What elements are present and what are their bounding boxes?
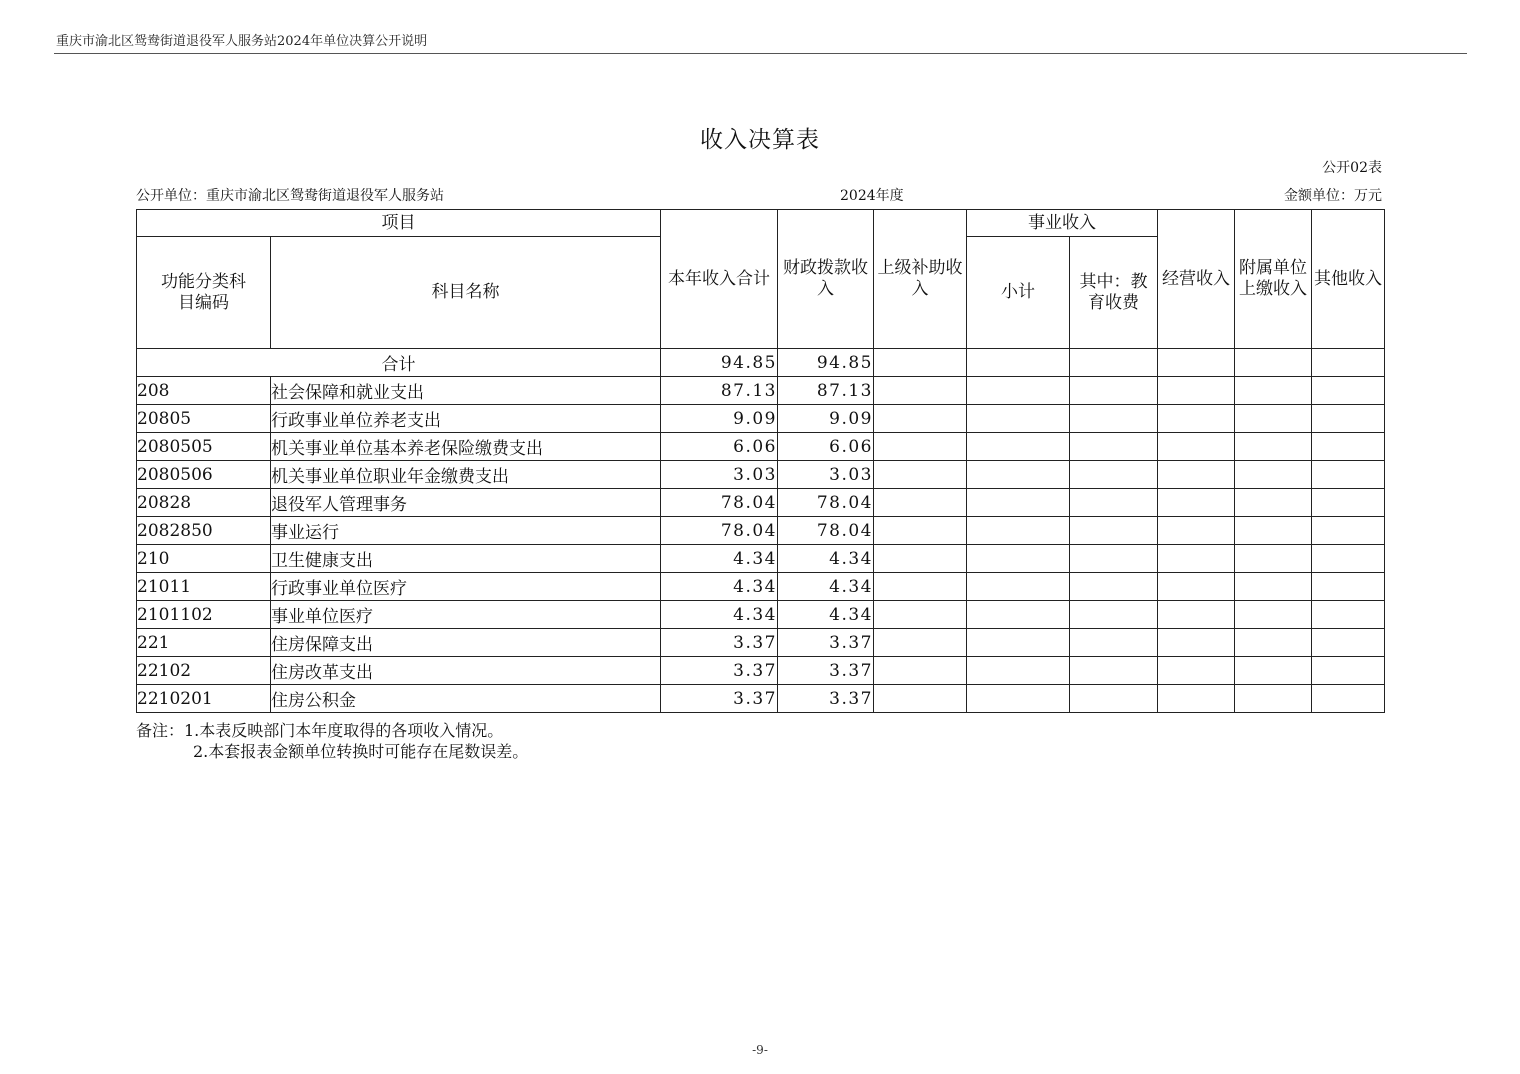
fiscal-appropriation-cell: 6.06 [778,433,874,461]
fiscal-appropriation-cell: 78.04 [778,517,874,545]
empty-cell [967,601,1070,629]
header-education-fee: 其中：教育收费 [1070,237,1158,349]
empty-cell [874,405,967,433]
empty-cell [1312,545,1385,573]
empty-cell [1070,545,1158,573]
empty-cell [1312,601,1385,629]
empty-cell [967,517,1070,545]
empty-cell [1312,461,1385,489]
empty-cell [874,685,967,713]
empty-cell [874,461,967,489]
empty-cell [874,545,967,573]
header-business-subtotal: 小计 [967,237,1070,349]
empty-cell [874,433,967,461]
function-code-cell: 208 [137,377,271,405]
empty-cell [967,377,1070,405]
header-business-income: 事业收入 [967,210,1158,237]
function-code-cell: 2080505 [137,433,271,461]
total-label: 合计 [137,349,661,377]
fiscal-appropriation-cell: 78.04 [778,489,874,517]
empty-cell [1312,685,1385,713]
fiscal-appropriation-cell: 4.34 [778,601,874,629]
empty-cell [967,461,1070,489]
empty-cell [1158,601,1235,629]
empty-cell [1235,601,1312,629]
empty-cell [1312,489,1385,517]
empty-cell [1158,349,1235,377]
table-row [137,377,1385,405]
header-function-code: 功能分类科目编码 [137,237,271,349]
empty-cell [1235,461,1312,489]
empty-cell [1070,629,1158,657]
header-operating-income: 经营收入 [1158,210,1235,349]
function-code-cell: 2080506 [137,461,271,489]
empty-cell [1158,629,1235,657]
subject-name-cell: 卫生健康支出 [271,545,661,573]
table-row [137,685,1385,713]
empty-cell [1158,573,1235,601]
total-income-cell: 4.34 [661,601,778,629]
table-notes [136,720,528,762]
empty-cell [1235,545,1312,573]
empty-cell [1070,573,1158,601]
subject-name-cell: 机关事业单位基本养老保险缴费支出 [271,433,661,461]
empty-cell [1158,685,1235,713]
empty-cell [1070,517,1158,545]
subject-name-cell: 机关事业单位职业年金缴费支出 [271,461,661,489]
empty-cell [1312,573,1385,601]
empty-cell [1158,489,1235,517]
total-income-cell: 4.34 [661,573,778,601]
header-divider [54,53,1467,54]
function-code-cell: 20828 [137,489,271,517]
empty-cell [1070,601,1158,629]
total-income-value: 94.85 [661,349,778,377]
total-income-cell: 3.03 [661,461,778,489]
empty-cell [874,377,967,405]
empty-cell [1312,433,1385,461]
header-fiscal-appropriation: 财政拨款收入 [778,210,874,349]
empty-cell [874,573,967,601]
function-code-cell: 2082850 [137,517,271,545]
empty-cell [874,489,967,517]
empty-cell [874,349,967,377]
page-number: -9- [752,1043,768,1057]
subject-name-cell: 社会保障和就业支出 [271,377,661,405]
empty-cell [1070,685,1158,713]
empty-cell [1235,377,1312,405]
function-code-cell: 22102 [137,657,271,685]
subject-name-cell: 住房公积金 [271,685,661,713]
table-row [137,489,1385,517]
empty-cell [1158,461,1235,489]
empty-cell [1070,433,1158,461]
table-row [137,657,1385,685]
fiscal-appropriation-cell: 3.03 [778,461,874,489]
total-income-cell: 6.06 [661,433,778,461]
empty-cell [1070,657,1158,685]
empty-cell [1070,405,1158,433]
subject-name-cell: 住房改革支出 [271,657,661,685]
reporting-unit: 公开单位：重庆市渝北区鸳鸯街道退役军人服务站 [136,188,444,204]
total-row [137,349,1385,377]
function-code-cell: 2210201 [137,685,271,713]
report-year: 2024年度 [840,188,904,204]
function-code-cell: 21011 [137,573,271,601]
empty-cell [967,573,1070,601]
empty-cell [1158,433,1235,461]
empty-cell [1158,657,1235,685]
empty-cell [1235,657,1312,685]
empty-cell [874,629,967,657]
note-line-1: 备注：1.本表反映部门本年度取得的各项收入情况。 [136,721,504,740]
empty-cell [1158,545,1235,573]
total-income-cell: 78.04 [661,517,778,545]
empty-cell [1158,377,1235,405]
table-row [137,517,1385,545]
table-row [137,601,1385,629]
subject-name-cell: 行政事业单位养老支出 [271,405,661,433]
table-row [137,405,1385,433]
note-line-2: 2.本套报表金额单位转换时可能存在尾数误差。 [193,742,529,761]
table-row [137,433,1385,461]
fiscal-appropriation-cell: 87.13 [778,377,874,405]
total-income-cell: 3.37 [661,685,778,713]
header-subject-name: 科目名称 [271,237,661,349]
total-income-cell: 78.04 [661,489,778,517]
fiscal-appropriation-cell: 4.34 [778,573,874,601]
empty-cell [1235,573,1312,601]
function-code-cell: 221 [137,629,271,657]
document-header-title: 重庆市渝北区鸳鸯街道退役军人服务站2024年单位决算公开说明 [56,34,428,49]
function-code-cell: 2101102 [137,601,271,629]
empty-cell [967,657,1070,685]
fiscal-appropriation-cell: 3.37 [778,685,874,713]
empty-cell [1312,377,1385,405]
empty-cell [1312,517,1385,545]
empty-cell [1158,405,1235,433]
empty-cell [967,545,1070,573]
header-superior-subsidy: 上级补助收入 [874,210,967,349]
function-code-cell: 210 [137,545,271,573]
total-income-cell: 3.37 [661,657,778,685]
header-total-income: 本年收入合计 [661,210,778,349]
empty-cell [1070,377,1158,405]
empty-cell [874,657,967,685]
subject-name-cell: 事业单位医疗 [271,601,661,629]
subject-name-cell: 退役军人管理事务 [271,489,661,517]
income-table [136,209,1385,713]
total-fiscal-value: 94.85 [778,349,874,377]
empty-cell [967,685,1070,713]
fiscal-appropriation-cell: 4.34 [778,545,874,573]
table-number: 公开02表 [1322,160,1382,176]
total-income-cell: 4.34 [661,545,778,573]
page-title: 收入决算表 [700,127,820,153]
total-income-cell: 87.13 [661,377,778,405]
subject-name-cell: 行政事业单位医疗 [271,573,661,601]
empty-cell [1312,629,1385,657]
empty-cell [967,489,1070,517]
fiscal-appropriation-cell: 9.09 [778,405,874,433]
empty-cell [1312,657,1385,685]
header-affiliated-income: 附属单位上缴收入 [1235,210,1312,349]
empty-cell [1158,517,1235,545]
empty-cell [1312,405,1385,433]
table-row [137,461,1385,489]
empty-cell [967,433,1070,461]
empty-cell [1235,629,1312,657]
table-meta-row [136,185,1382,205]
subject-name-cell: 住房保障支出 [271,629,661,657]
total-income-cell: 3.37 [661,629,778,657]
empty-cell [874,601,967,629]
empty-cell [1235,685,1312,713]
subject-name-cell: 事业运行 [271,517,661,545]
empty-cell [1235,405,1312,433]
empty-cell [1235,517,1312,545]
empty-cell [1235,349,1312,377]
empty-cell [1235,489,1312,517]
table-row [137,629,1385,657]
empty-cell [1312,349,1385,377]
header-other-income: 其他收入 [1312,210,1385,349]
fiscal-appropriation-cell: 3.37 [778,657,874,685]
table-row [137,545,1385,573]
function-code-cell: 20805 [137,405,271,433]
empty-cell [1070,461,1158,489]
empty-cell [1235,433,1312,461]
empty-cell [874,517,967,545]
empty-cell [1070,349,1158,377]
empty-cell [967,629,1070,657]
empty-cell [967,405,1070,433]
empty-cell [967,349,1070,377]
empty-cell [1070,489,1158,517]
total-income-cell: 9.09 [661,405,778,433]
amount-unit: 金额单位：万元 [1284,188,1382,204]
fiscal-appropriation-cell: 3.37 [778,629,874,657]
header-item: 项目 [137,210,661,237]
table-row [137,573,1385,601]
